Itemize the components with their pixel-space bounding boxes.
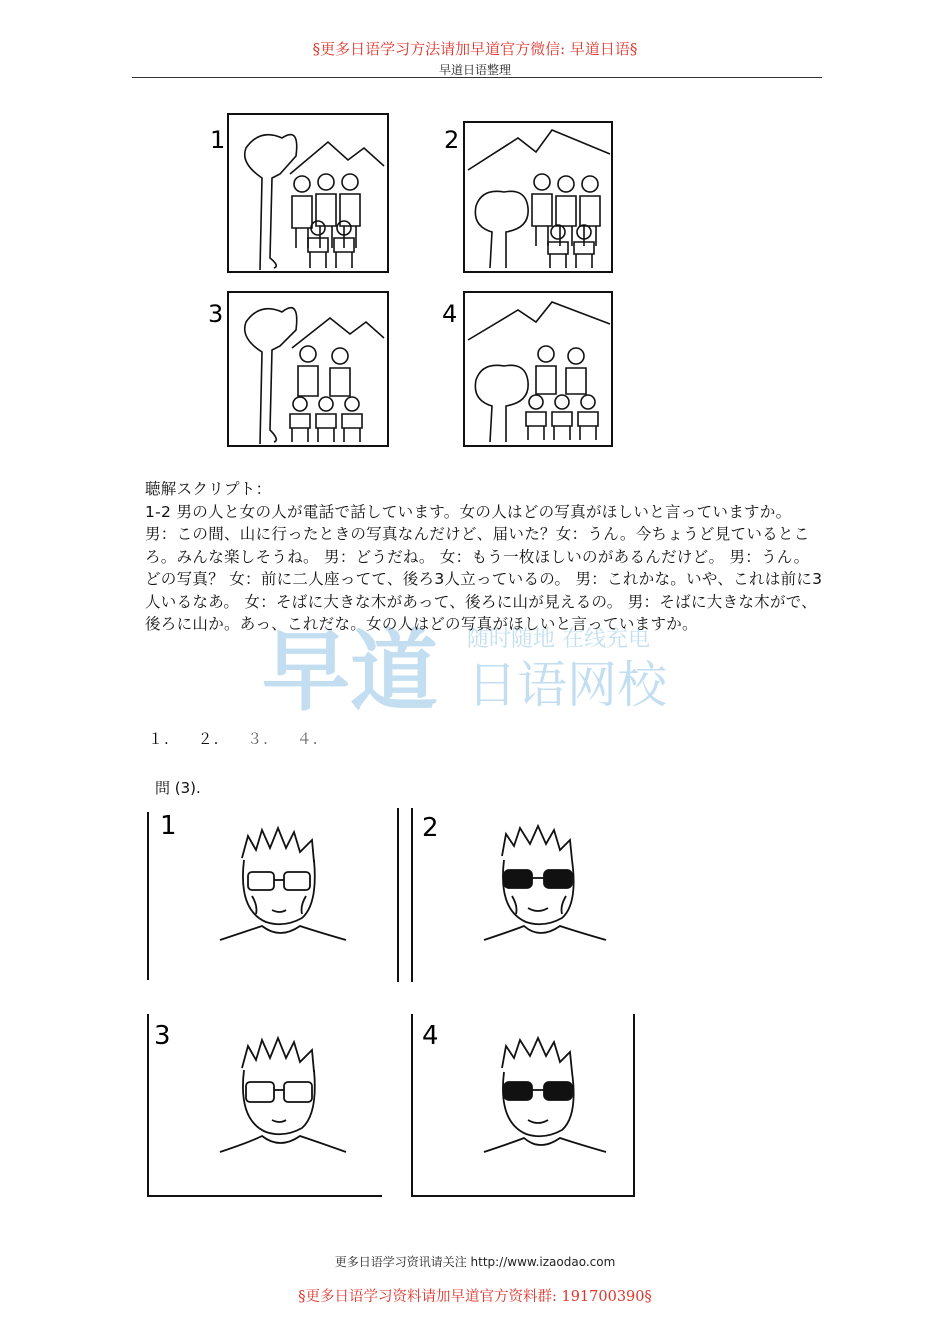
footer-promo: §更多日语学习资料请加早道官方资料群: 191700390§ (298, 1289, 652, 1305)
face-options-figure (140, 800, 640, 1210)
photo-3-scene (245, 308, 384, 444)
face-3-clear-glasses (220, 1038, 346, 1152)
answer-options (148, 728, 340, 749)
face-1-clear-glasses (220, 828, 346, 940)
watermark-side: 日语网校 (467, 656, 667, 714)
option-3: ３. (247, 730, 269, 748)
photo-4-scene (468, 302, 610, 442)
option-1: １. (148, 730, 170, 748)
photo-2-scene (468, 130, 610, 268)
header-subtitle: 早道日语整理 (438, 63, 511, 77)
photo-options-figure (200, 108, 620, 450)
listening-script (145, 478, 825, 636)
option-2: ２. (197, 730, 220, 748)
option-4: ４. (296, 730, 319, 748)
footer-note: 更多日语学习资讯请关注 http://www.izaodao.com (334, 1255, 616, 1269)
question-label: 問 (3). (155, 779, 201, 797)
face-number-4: 4 (422, 1021, 439, 1051)
script-body: 1-2 男の人と女の人が電話で話しています。女の人はどの写真がほしいと言っていますか。 男：この間、山に行ったときの写真なんだけど、届いた？女：うん。今ちょうど見ているところ。みんな楽しそうね。 男：どうだね。 女：もう一枚ほしいのがあるんだけど。 男：うん。どの写真？ 女：前に二人座ってて、後ろ3人立っているの。 男：これかな。いや、これは前に3人いるなあ。 女：そばに大きな木があって、後ろに山が見えるの。 男：そばに大きな木がで、後ろに山か。あっ、これだな。女の人はどの写真がほしいと言っていますか。 (145, 502, 823, 633)
face-number-2: 2 (422, 813, 439, 843)
face-2-dark-sunglasses (484, 826, 606, 940)
photo-number-3: 3 (208, 300, 224, 328)
script-heading: 聴解スクリプト： (145, 480, 272, 498)
photo-number-2: 2 (444, 126, 460, 154)
photo-1-scene (245, 135, 384, 270)
face-number-3: 3 (154, 1021, 171, 1051)
face-number-1: 1 (160, 811, 177, 841)
watermark-main: 早道 (262, 620, 439, 716)
photo-number-1: 1 (210, 126, 226, 154)
photo-number-4: 4 (442, 300, 458, 328)
header-promo: §更多日语学习方法请加早道官方微信: 早道日语§ (312, 40, 638, 58)
face-4-dark-sunglasses (484, 1038, 606, 1152)
header-divider (132, 77, 822, 78)
watermark-slogan: 随时随地 在线充电 (467, 627, 650, 652)
